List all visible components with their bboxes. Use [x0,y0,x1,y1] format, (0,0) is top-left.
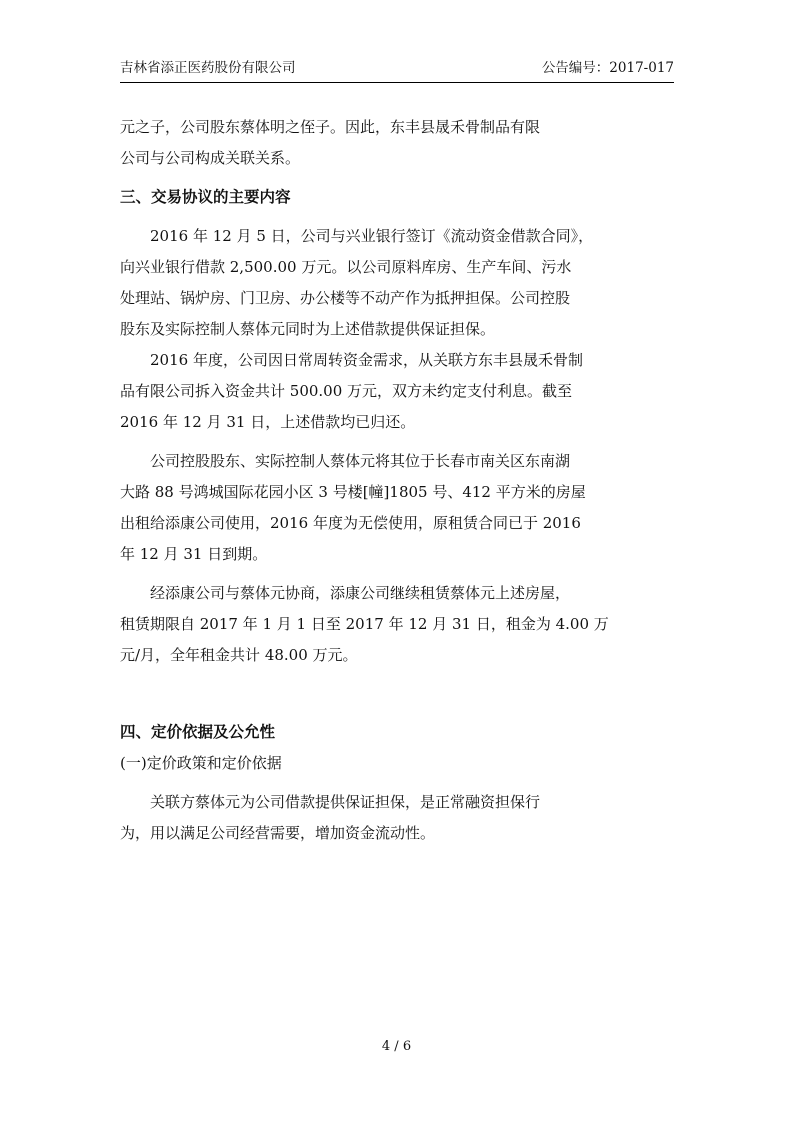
paragraph-line: 出租给添康公司使用，2016 年度为无偿使用，原租赁合同已于 2016 [120,514,581,532]
company-name: 吉林省添正医药股份有限公司 [120,60,296,76]
subsection-heading: (一)定价政策和定价依据 [120,754,282,772]
section-heading-4: 四、定价依据及公允性 [120,723,276,741]
paragraph-line: 处理站、锅炉房、门卫房、办公楼等不动产作为抵押担保。公司控股 [120,289,571,307]
document-body [120,112,680,849]
notice-number: 公告编号：2017-017 [541,60,674,76]
paragraph-line: 2016 年度，公司因日常周转资金需求，从关联方东丰县晟禾骨制 [150,351,583,369]
paragraph-line: 2016 年 12 月 5 日，公司与兴业银行签订《流动资金借款合同》， [150,227,594,245]
paragraph-line: 品有限公司拆入资金共计 500.00 万元，双方未约定支付利息。截至 [120,382,573,400]
section-heading-3: 三、交易协议的主要内容 [120,188,291,206]
paragraph-line: 公司与公司构成关联关系。 [120,149,301,167]
paragraph-line: 关联方蔡体元为公司借款提供保证担保，是正常融资担保行 [150,793,541,811]
page-header [120,56,674,83]
paragraph-line: 2016 年 12 月 31 日，上述借款均已归还。 [120,413,416,431]
paragraph-line: 大路 88 号鸿城国际花园小区 3 号楼[幢]1805 号、412 平方米的房屋 [120,483,586,501]
paragraph-line: 元之子，公司股东蔡体明之侄子。因此，东丰县晟禾骨制品有限 [120,118,541,136]
paragraph-line: 年 12 月 31 日到期。 [120,545,268,563]
paragraph-line: 为，用以满足公司经营需要，增加资金流动性。 [120,824,436,842]
paragraph-line: 股东及实际控制人蔡体元同时为上述借款提供保证担保。 [120,320,496,338]
paragraph-line: 公司控股股东、实际控制人蔡体元将其位于长春市南关区东南湖 [150,452,571,470]
paragraph-line: 向兴业银行借款 2,500.00 万元。以公司原料库房、生产车间、污水 [120,258,572,276]
page-number: 4 / 6 [381,1039,412,1054]
paragraph-line: 元/月，全年租金共计 48.00 万元。 [120,646,358,664]
paragraph-line: 租赁期限自 2017 年 1 月 1 日至 2017 年 12 月 31 日，租金为 4.00 万 [120,615,609,633]
paragraph-line: 经添康公司与蔡体元协商，添康公司继续租赁蔡体元上述房屋， [150,584,571,602]
